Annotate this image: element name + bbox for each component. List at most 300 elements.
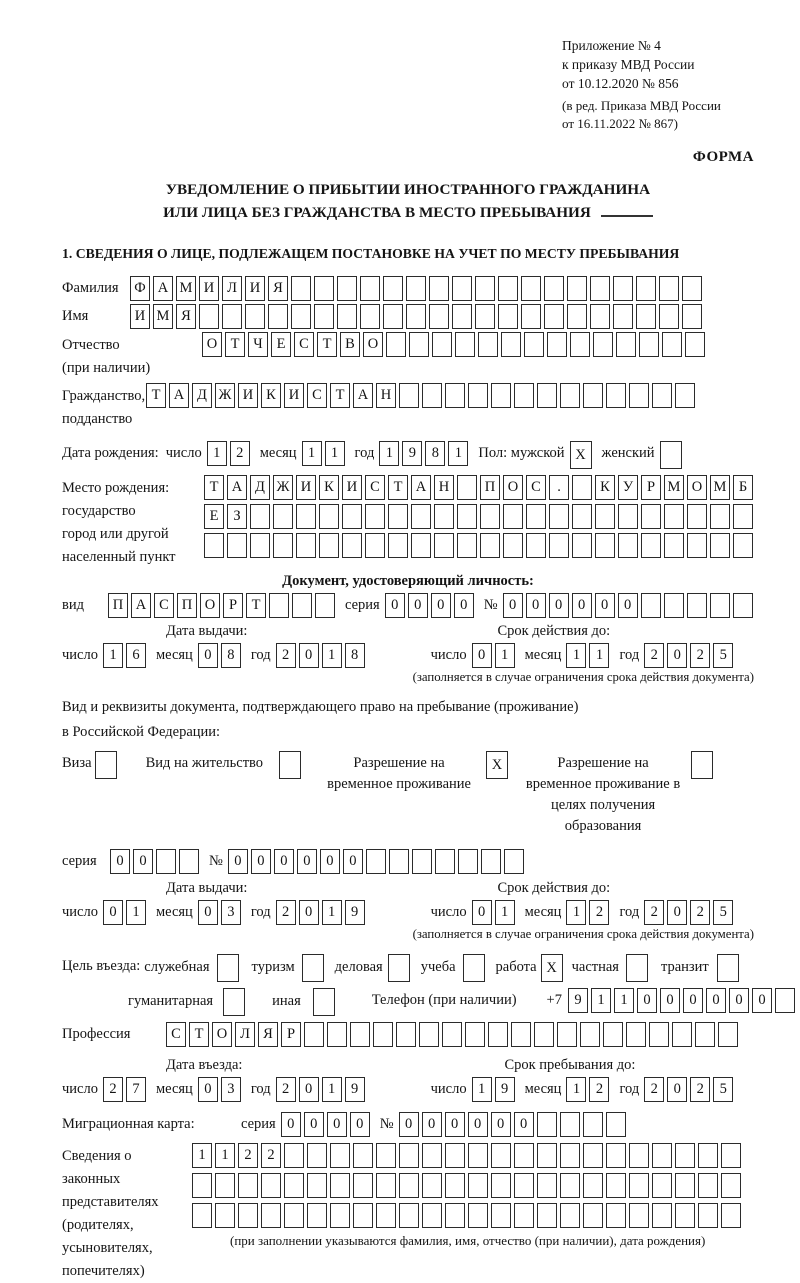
char-box[interactable]: 9 [345,1077,365,1102]
char-box[interactable]: Я [176,304,196,329]
char-box[interactable]: О [200,593,220,618]
char-box[interactable] [307,1173,327,1198]
char-box[interactable] [636,304,656,329]
char-box[interactable] [641,593,661,618]
char-box[interactable]: 0 [752,988,772,1013]
char-box[interactable] [192,1203,212,1228]
char-box[interactable]: Р [641,475,661,500]
char-box[interactable]: 5 [713,1077,733,1102]
char-box[interactable] [313,988,335,1016]
char-box[interactable] [537,1112,557,1137]
char-box[interactable]: 0 [110,849,130,874]
char-box[interactable]: 0 [503,593,523,618]
char-box[interactable] [192,1173,212,1198]
char-box[interactable]: 0 [198,900,218,925]
char-box[interactable]: Л [235,1022,255,1047]
char-box[interactable] [590,304,610,329]
char-box[interactable] [664,533,684,558]
char-box[interactable] [388,504,408,529]
char-box[interactable] [337,276,357,301]
char-box[interactable] [217,954,239,982]
char-box[interactable]: С [365,475,385,500]
char-box[interactable]: 0 [667,643,687,668]
char-box[interactable] [337,304,357,329]
char-box[interactable]: 1 [103,643,123,668]
char-box[interactable]: 1 [448,441,468,466]
char-box[interactable]: И [130,304,150,329]
char-box[interactable]: Ж [273,475,293,500]
char-box[interactable] [687,593,707,618]
char-box[interactable] [695,1022,715,1047]
char-box[interactable] [618,533,638,558]
char-box[interactable]: 0 [299,1077,319,1102]
char-box[interactable] [616,332,636,357]
char-box[interactable]: Ч [248,332,268,357]
char-box[interactable] [629,383,649,408]
char-box[interactable]: Т [225,332,245,357]
char-box[interactable] [526,533,546,558]
char-box[interactable]: 0 [343,849,363,874]
char-box[interactable] [511,1022,531,1047]
char-box[interactable] [291,304,311,329]
char-box[interactable]: С [526,475,546,500]
char-box[interactable]: X [570,441,592,469]
char-box[interactable]: 2 [276,1077,296,1102]
char-box[interactable]: 0 [667,1077,687,1102]
char-box[interactable]: Т [146,383,166,408]
char-box[interactable] [526,504,546,529]
char-box[interactable]: 7 [126,1077,146,1102]
char-box[interactable] [629,1143,649,1168]
char-box[interactable] [284,1203,304,1228]
char-box[interactable]: 0 [445,1112,465,1137]
char-box[interactable] [514,1203,534,1228]
char-box[interactable]: X [541,954,563,982]
char-box[interactable]: 0 [618,593,638,618]
char-box[interactable] [468,1203,488,1228]
char-box[interactable]: А [411,475,431,500]
char-box[interactable]: С [166,1022,186,1047]
char-box[interactable] [250,533,270,558]
char-box[interactable]: К [595,475,615,500]
char-box[interactable] [319,533,339,558]
char-box[interactable] [733,504,753,529]
char-box[interactable]: К [261,383,281,408]
char-box[interactable] [662,332,682,357]
char-box[interactable] [503,533,523,558]
char-box[interactable] [549,504,569,529]
char-box[interactable] [434,533,454,558]
char-box[interactable] [613,276,633,301]
char-box[interactable]: А [169,383,189,408]
char-box[interactable]: 0 [251,849,271,874]
char-box[interactable] [435,849,455,874]
char-box[interactable]: 0 [667,900,687,925]
char-box[interactable]: 3 [221,1077,241,1102]
char-box[interactable]: 2 [276,643,296,668]
char-box[interactable]: 0 [472,643,492,668]
char-box[interactable] [721,1143,741,1168]
char-box[interactable] [514,1143,534,1168]
char-box[interactable] [664,593,684,618]
char-box[interactable]: О [363,332,383,357]
char-box[interactable] [698,1143,718,1168]
char-box[interactable] [411,533,431,558]
char-box[interactable] [606,383,626,408]
char-box[interactable] [606,1203,626,1228]
char-box[interactable] [452,304,472,329]
char-box[interactable] [304,1022,324,1047]
char-box[interactable] [672,1022,692,1047]
char-box[interactable]: Ж [215,383,235,408]
char-box[interactable]: 0 [637,988,657,1013]
char-box[interactable]: 0 [320,849,340,874]
char-box[interactable]: Е [271,332,291,357]
char-box[interactable]: 9 [345,900,365,925]
char-box[interactable] [307,1203,327,1228]
char-box[interactable]: 0 [491,1112,511,1137]
char-box[interactable] [629,1203,649,1228]
char-box[interactable] [412,849,432,874]
char-box[interactable] [675,383,695,408]
char-box[interactable] [227,533,247,558]
char-box[interactable] [373,1022,393,1047]
char-box[interactable]: 2 [644,900,664,925]
char-box[interactable]: 1 [566,643,586,668]
char-box[interactable] [478,332,498,357]
char-box[interactable]: 8 [221,643,241,668]
char-box[interactable]: И [342,475,362,500]
char-box[interactable] [698,1203,718,1228]
char-box[interactable]: 0 [595,593,615,618]
char-box[interactable] [595,533,615,558]
char-box[interactable] [432,332,452,357]
char-box[interactable]: И [238,383,258,408]
char-box[interactable]: Р [223,593,243,618]
char-box[interactable] [498,304,518,329]
char-box[interactable] [199,304,219,329]
char-box[interactable] [179,849,199,874]
char-box[interactable] [422,383,442,408]
char-box[interactable] [567,304,587,329]
char-box[interactable] [327,1022,347,1047]
char-box[interactable] [547,332,567,357]
char-box[interactable] [284,1173,304,1198]
char-box[interactable] [245,304,265,329]
char-box[interactable] [572,504,592,529]
char-box[interactable] [376,1173,396,1198]
char-box[interactable]: 2 [589,1077,609,1102]
char-box[interactable] [544,304,564,329]
char-box[interactable] [399,1173,419,1198]
char-box[interactable] [775,988,795,1013]
char-box[interactable]: М [153,304,173,329]
char-box[interactable] [687,533,707,558]
char-box[interactable] [445,1173,465,1198]
char-box[interactable] [733,593,753,618]
char-box[interactable] [491,1143,511,1168]
char-box[interactable] [365,533,385,558]
char-box[interactable] [583,383,603,408]
char-box[interactable]: Р [281,1022,301,1047]
char-box[interactable] [383,304,403,329]
char-box[interactable]: 0 [228,849,248,874]
char-box[interactable]: 2 [644,643,664,668]
char-box[interactable]: 1 [322,900,342,925]
char-box[interactable]: 0 [299,643,319,668]
char-box[interactable] [350,1022,370,1047]
char-box[interactable] [652,1173,672,1198]
blank-line[interactable] [601,202,653,217]
char-box[interactable]: 8 [345,643,365,668]
char-box[interactable]: 1 [589,643,609,668]
char-box[interactable] [463,954,485,982]
char-box[interactable]: 1 [566,1077,586,1102]
char-box[interactable] [406,276,426,301]
char-box[interactable]: 9 [402,441,422,466]
char-box[interactable]: Б [733,475,753,500]
char-box[interactable]: М [710,475,730,500]
char-box[interactable] [641,533,661,558]
char-box[interactable] [319,504,339,529]
char-box[interactable] [659,276,679,301]
char-box[interactable] [504,849,524,874]
char-box[interactable] [572,533,592,558]
char-box[interactable] [422,1203,442,1228]
char-box[interactable] [422,1173,442,1198]
char-box[interactable]: 0 [431,593,451,618]
char-box[interactable]: О [202,332,222,357]
char-box[interactable] [429,304,449,329]
char-box[interactable]: 0 [572,593,592,618]
char-box[interactable]: Я [258,1022,278,1047]
char-box[interactable] [238,1173,258,1198]
char-box[interactable]: 0 [468,1112,488,1137]
char-box[interactable]: 2 [238,1143,258,1168]
char-box[interactable]: С [307,383,327,408]
char-box[interactable]: А [353,383,373,408]
char-box[interactable]: 1 [126,900,146,925]
char-box[interactable]: А [227,475,247,500]
char-box[interactable] [422,1143,442,1168]
char-box[interactable]: 3 [221,900,241,925]
char-box[interactable]: 0 [706,988,726,1013]
char-box[interactable]: 1 [591,988,611,1013]
char-box[interactable] [342,504,362,529]
char-box[interactable]: 0 [549,593,569,618]
char-box[interactable] [570,332,590,357]
char-box[interactable] [273,533,293,558]
char-box[interactable] [475,276,495,301]
char-box[interactable] [457,475,477,500]
char-box[interactable] [488,1022,508,1047]
char-box[interactable] [468,383,488,408]
char-box[interactable] [268,304,288,329]
char-box[interactable] [636,276,656,301]
char-box[interactable]: К [319,475,339,500]
char-box[interactable] [682,304,702,329]
char-box[interactable]: 1 [302,441,322,466]
char-box[interactable]: 0 [422,1112,442,1137]
char-box[interactable] [238,1203,258,1228]
char-box[interactable] [388,954,410,982]
char-box[interactable] [442,1022,462,1047]
char-box[interactable] [95,751,117,779]
char-box[interactable] [468,1143,488,1168]
char-box[interactable]: А [153,276,173,301]
char-box[interactable] [572,475,592,500]
char-box[interactable] [291,276,311,301]
char-box[interactable] [710,593,730,618]
char-box[interactable] [396,1022,416,1047]
char-box[interactable] [452,276,472,301]
char-box[interactable] [691,751,713,779]
char-box[interactable]: 2 [230,441,250,466]
char-box[interactable] [580,1022,600,1047]
char-box[interactable] [386,332,406,357]
char-box[interactable]: Т [204,475,224,500]
char-box[interactable] [411,504,431,529]
char-box[interactable]: Н [376,383,396,408]
char-box[interactable] [261,1203,281,1228]
char-box[interactable] [595,504,615,529]
char-box[interactable]: 0 [297,849,317,874]
char-box[interactable]: Т [317,332,337,357]
char-box[interactable] [457,533,477,558]
char-box[interactable] [501,332,521,357]
char-box[interactable]: 0 [198,1077,218,1102]
char-box[interactable] [537,1173,557,1198]
char-box[interactable]: М [176,276,196,301]
char-box[interactable] [458,849,478,874]
char-box[interactable]: И [245,276,265,301]
char-box[interactable] [721,1203,741,1228]
char-box[interactable]: 0 [385,593,405,618]
char-box[interactable] [660,441,682,469]
char-box[interactable] [222,304,242,329]
char-box[interactable] [626,954,648,982]
char-box[interactable] [675,1173,695,1198]
char-box[interactable] [659,304,679,329]
char-box[interactable]: Л [222,276,242,301]
char-box[interactable]: П [177,593,197,618]
char-box[interactable] [560,1203,580,1228]
char-box[interactable] [480,504,500,529]
char-box[interactable] [292,593,312,618]
char-box[interactable]: 1 [215,1143,235,1168]
char-box[interactable]: 1 [472,1077,492,1102]
char-box[interactable]: 0 [472,900,492,925]
char-box[interactable] [498,276,518,301]
char-box[interactable]: 0 [683,988,703,1013]
char-box[interactable] [626,1022,646,1047]
char-box[interactable] [521,276,541,301]
char-box[interactable]: Д [192,383,212,408]
char-box[interactable]: 1 [614,988,634,1013]
char-box[interactable] [560,1143,580,1168]
char-box[interactable] [269,593,289,618]
char-box[interactable]: . [549,475,569,500]
char-box[interactable]: 0 [198,643,218,668]
char-box[interactable]: 8 [425,441,445,466]
char-box[interactable]: 2 [589,900,609,925]
char-box[interactable] [618,504,638,529]
char-box[interactable]: И [296,475,316,500]
char-box[interactable] [296,504,316,529]
char-box[interactable]: П [480,475,500,500]
char-box[interactable] [330,1203,350,1228]
char-box[interactable] [366,849,386,874]
char-box[interactable] [383,276,403,301]
char-box[interactable] [315,593,335,618]
char-box[interactable]: 0 [660,988,680,1013]
char-box[interactable] [717,954,739,982]
char-box[interactable] [365,504,385,529]
char-box[interactable]: Н [434,475,454,500]
char-box[interactable] [314,276,334,301]
char-box[interactable] [583,1173,603,1198]
char-box[interactable]: Ф [130,276,150,301]
char-box[interactable] [557,1022,577,1047]
char-box[interactable] [273,504,293,529]
char-box[interactable] [503,504,523,529]
char-box[interactable]: 6 [126,643,146,668]
char-box[interactable]: С [154,593,174,618]
char-box[interactable]: 1 [192,1143,212,1168]
char-box[interactable] [583,1203,603,1228]
char-box[interactable] [687,504,707,529]
char-box[interactable] [376,1143,396,1168]
char-box[interactable] [215,1203,235,1228]
char-box[interactable] [360,276,380,301]
char-box[interactable] [583,1143,603,1168]
char-box[interactable] [399,383,419,408]
char-box[interactable] [156,849,176,874]
char-box[interactable]: З [227,504,247,529]
char-box[interactable]: 0 [526,593,546,618]
char-box[interactable] [567,276,587,301]
char-box[interactable] [360,304,380,329]
char-box[interactable] [457,504,477,529]
char-box[interactable]: О [212,1022,232,1047]
char-box[interactable] [664,504,684,529]
char-box[interactable]: 0 [299,900,319,925]
char-box[interactable] [721,1173,741,1198]
char-box[interactable] [468,1173,488,1198]
char-box[interactable] [514,1173,534,1198]
char-box[interactable] [639,332,659,357]
char-box[interactable] [733,533,753,558]
char-box[interactable]: 0 [133,849,153,874]
char-box[interactable]: 0 [327,1112,347,1137]
char-box[interactable]: 1 [495,643,515,668]
char-box[interactable] [710,504,730,529]
char-box[interactable]: Т [388,475,408,500]
char-box[interactable] [560,1173,580,1198]
char-box[interactable]: И [199,276,219,301]
char-box[interactable]: 0 [408,593,428,618]
char-box[interactable]: Т [330,383,350,408]
char-box[interactable]: 1 [566,900,586,925]
char-box[interactable]: Д [250,475,270,500]
char-box[interactable]: 2 [103,1077,123,1102]
char-box[interactable]: 0 [514,1112,534,1137]
char-box[interactable] [537,383,557,408]
char-box[interactable] [330,1143,350,1168]
char-box[interactable]: 0 [281,1112,301,1137]
char-box[interactable]: 9 [495,1077,515,1102]
char-box[interactable] [389,849,409,874]
